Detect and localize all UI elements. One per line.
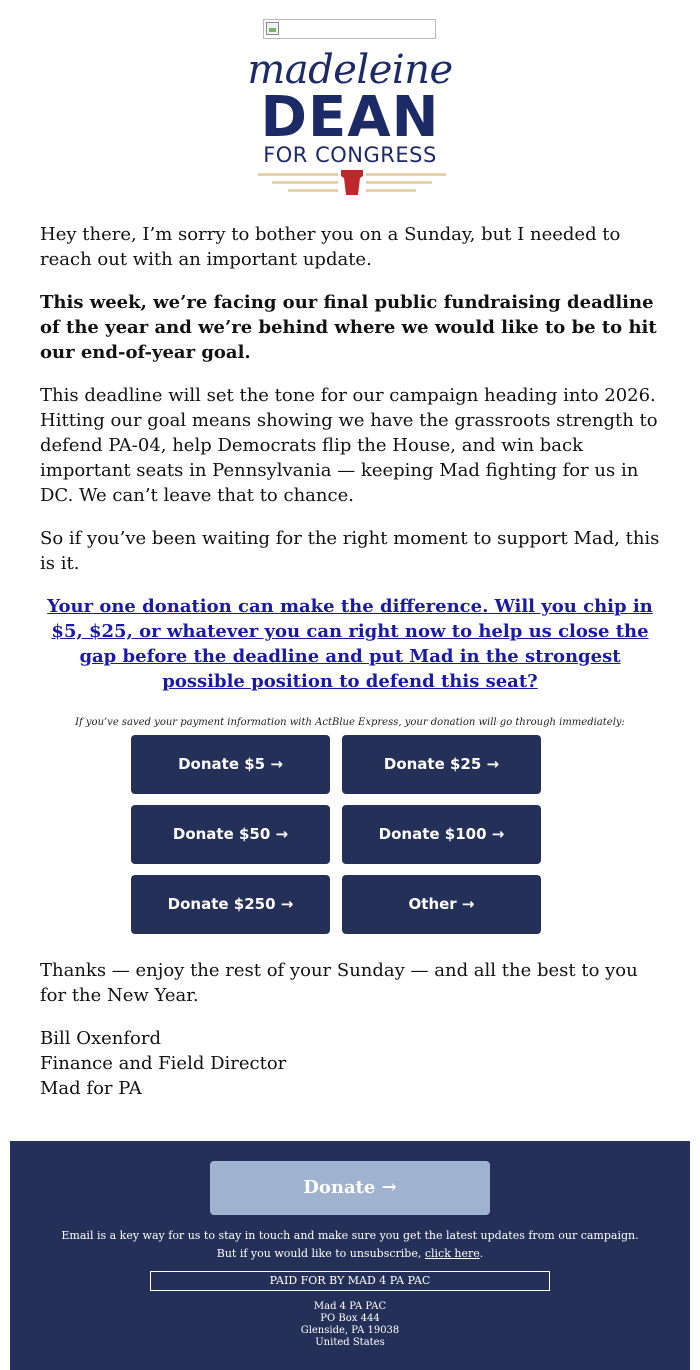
donate-25-button[interactable]: Donate $25 → — [342, 735, 541, 794]
footer-donate-button[interactable]: Donate → — [210, 1161, 490, 1215]
address-line: Glenside, PA 19038 — [300, 1325, 400, 1336]
logo-first-name: madeleine — [247, 47, 453, 93]
unsubscribe-notice — [50, 1227, 650, 1263]
address-line: Mad 4 PA PAC — [313, 1301, 387, 1312]
actblue-express-note: If you’ve saved your payment information with ActBlue Express, your donation will go through immediately: — [75, 717, 625, 728]
email-body — [40, 222, 660, 748]
unsubscribe-link[interactable]: click here — [424, 1247, 480, 1260]
donate-other-button[interactable]: Other → — [342, 875, 541, 934]
email-footer — [10, 1141, 690, 1370]
unsubscribe-text: Email is a key way for us to stay in touch and make sure you get the latest updates from our campaign. But if you would like to unsubscribe, — [61, 1229, 639, 1260]
signature-org: Mad for PA — [40, 1078, 142, 1099]
unsubscribe-period: . — [479, 1247, 484, 1260]
email-header — [0, 0, 700, 205]
keystone-stripes-icon — [258, 170, 446, 196]
signature-name: Bill Oxenford — [40, 1028, 161, 1049]
donate-250-button[interactable]: Donate $250 → — [131, 875, 330, 934]
broken-image-icon — [263, 19, 436, 39]
donation-cta-link[interactable]: Your one donation can make the difference. Will you chip in $5, $25, or whatever you can right now to help us close the gap before the deadline and put Mad in the strongest possible position to defend this seat? — [47, 596, 653, 692]
logo-last-name: DEAN — [260, 85, 440, 150]
address-line: United States — [315, 1337, 385, 1348]
signature — [40, 1026, 660, 1101]
donate-5-button[interactable]: Donate $5 → — [131, 735, 330, 794]
paid-for-disclaimer: PAID FOR BY MAD 4 PA PAC — [150, 1271, 550, 1291]
deadline-paragraph: This week, we’re facing our final public fundraising deadline of the year and we’re behind where we would like to be to hit our end-of-year goal. — [40, 292, 657, 363]
email-closing — [40, 958, 660, 1119]
donate-100-button[interactable]: Donate $100 → — [342, 805, 541, 864]
donate-50-button[interactable]: Donate $50 → — [131, 805, 330, 864]
thanks-paragraph: Thanks — enjoy the rest of your Sunday — and all the best to you for the New Year. — [40, 960, 638, 1006]
mailing-address — [10, 1301, 690, 1349]
address-line: PO Box 444 — [320, 1313, 380, 1324]
support-paragraph: So if you’ve been waiting for the right moment to support Mad, this is it. — [40, 528, 660, 574]
intro-paragraph: Hey there, I’m sorry to bother you on a Sunday, but I needed to reach out with an important update. — [40, 224, 621, 270]
context-paragraph: This deadline will set the tone for our campaign heading into 2026. Hitting our goal means showing we have the grassroots strength to defend PA-04, help Democrats flip the House, and win back important seats in Pennsylvania — keeping Mad fighting for us in DC. We can’t leave that to chance. — [40, 385, 658, 506]
logo-subtitle: FOR CONGRESS — [263, 143, 437, 167]
signature-title: Finance and Field Director — [40, 1053, 287, 1074]
